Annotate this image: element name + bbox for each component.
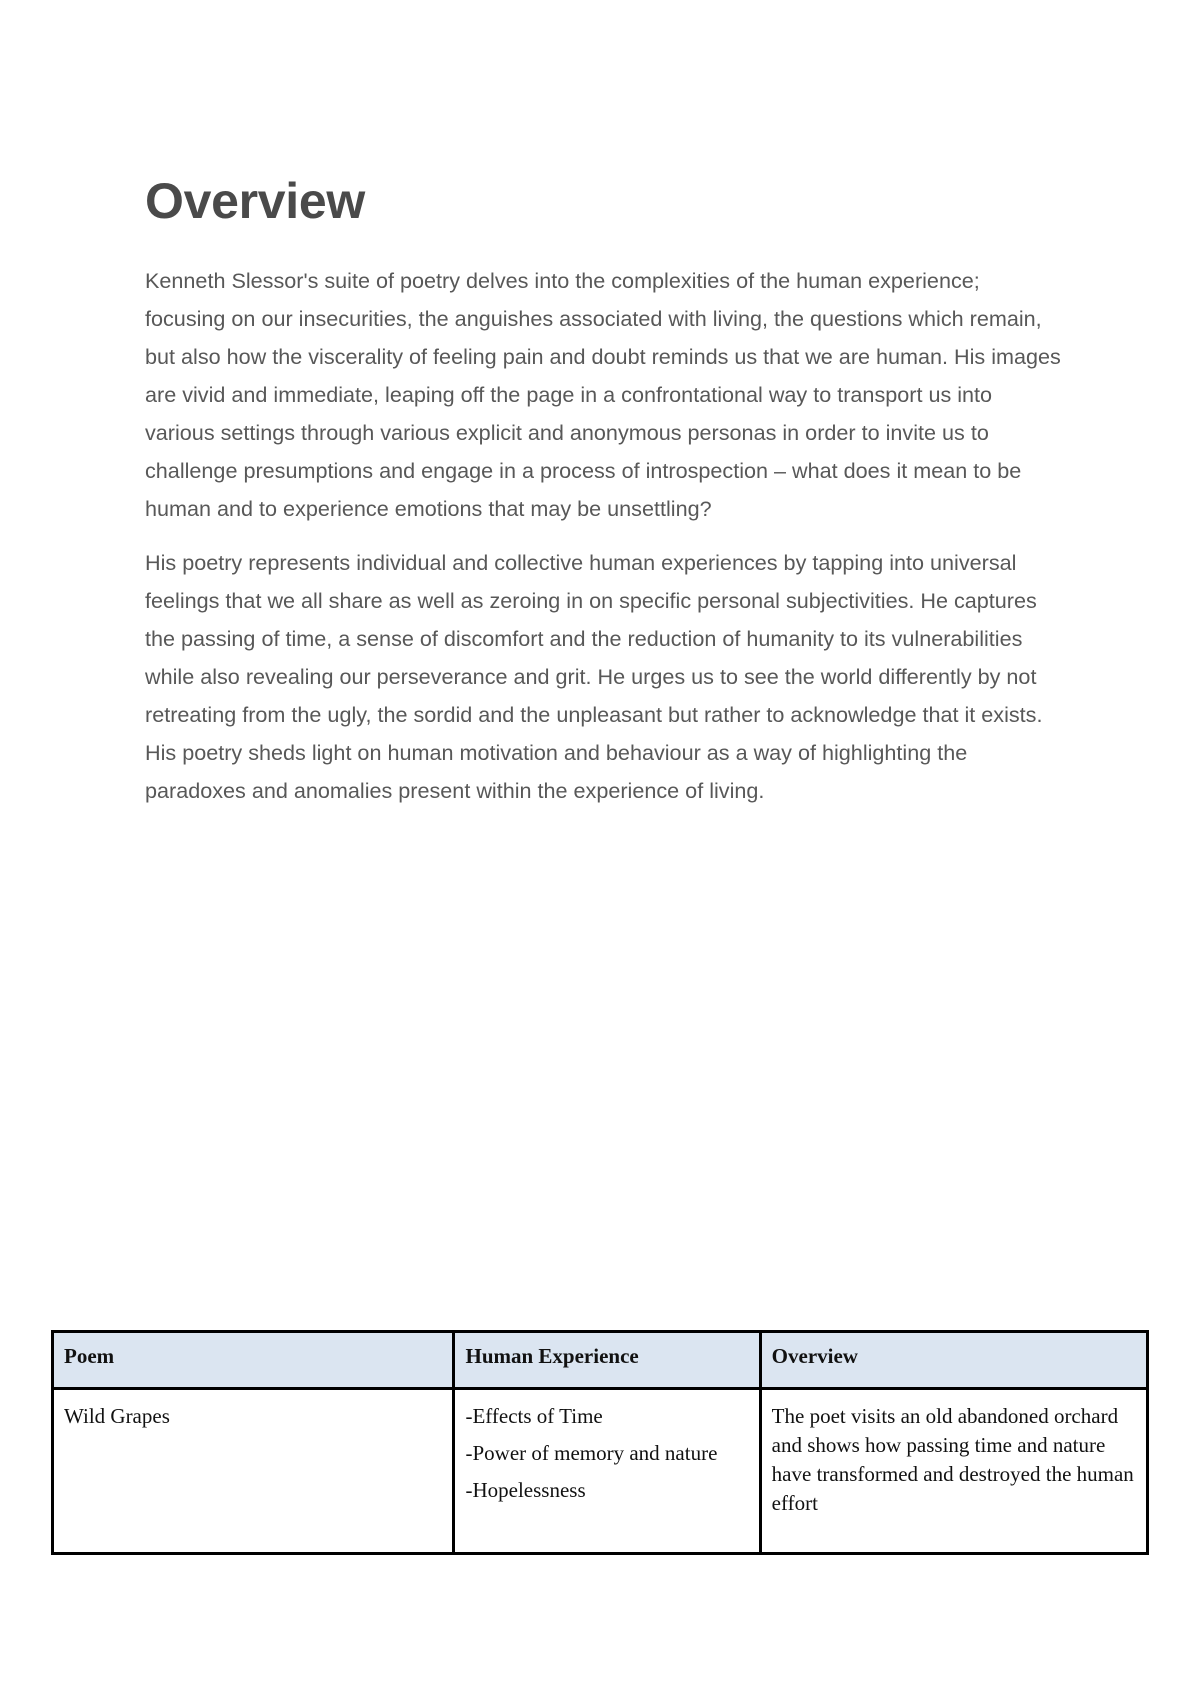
experience-item: -Hopelessness xyxy=(465,1478,586,1502)
table-row xyxy=(53,1389,1148,1554)
overview-body xyxy=(145,262,1065,826)
cell-human-experience xyxy=(454,1389,760,1554)
experience-item: -Effects of Time xyxy=(465,1404,603,1428)
paragraph: His poetry represents individual and collective human experiences by tapping into universal feelings that we all share as well as zeroing in on specific personal subjectivities. He captures the passing of time, a sense of discomfort and the reduction of humanity to its vulnerabilities while also revealing our perseverance and grit. He urges us to see the world differently by not retreating from the ugly, the sordid and the unpleasant but rather to acknowledge that it exists. His poetry sheds light on human motivation and behaviour as a way of highlighting the paradoxes and anomalies present within the experience of living. xyxy=(145,550,1043,803)
experience-item: -Power of memory and nature xyxy=(465,1441,718,1465)
header-poem: Poem xyxy=(53,1332,454,1389)
header-human-experience: Human Experience xyxy=(454,1332,760,1389)
poem-table xyxy=(51,1330,1149,1555)
page-title: Overview xyxy=(145,173,365,229)
header-overview: Overview xyxy=(760,1332,1147,1389)
paragraph: Kenneth Slessor's suite of poetry delves into the complexities of the human experience; focusing on our insecurities, the anguishes associated with living, the questions which remain, but also how the viscerality of feeling pain and doubt reminds us that we are human. His images are vivid and immediate, leaping off the page in a confrontational way to transport us into various settings through various explicit and anonymous personas in order to invite us to challenge presumptions and engage in a process of introspection – what does it mean to be human and to experience emotions that may be unsettling? xyxy=(145,268,1061,521)
cell-overview: The poet visits an old abandoned orchard and shows how passing time and nature have transformed and destroyed the human effort xyxy=(760,1389,1147,1554)
cell-poem: Wild Grapes xyxy=(53,1389,454,1554)
table-header-row xyxy=(53,1332,1148,1389)
